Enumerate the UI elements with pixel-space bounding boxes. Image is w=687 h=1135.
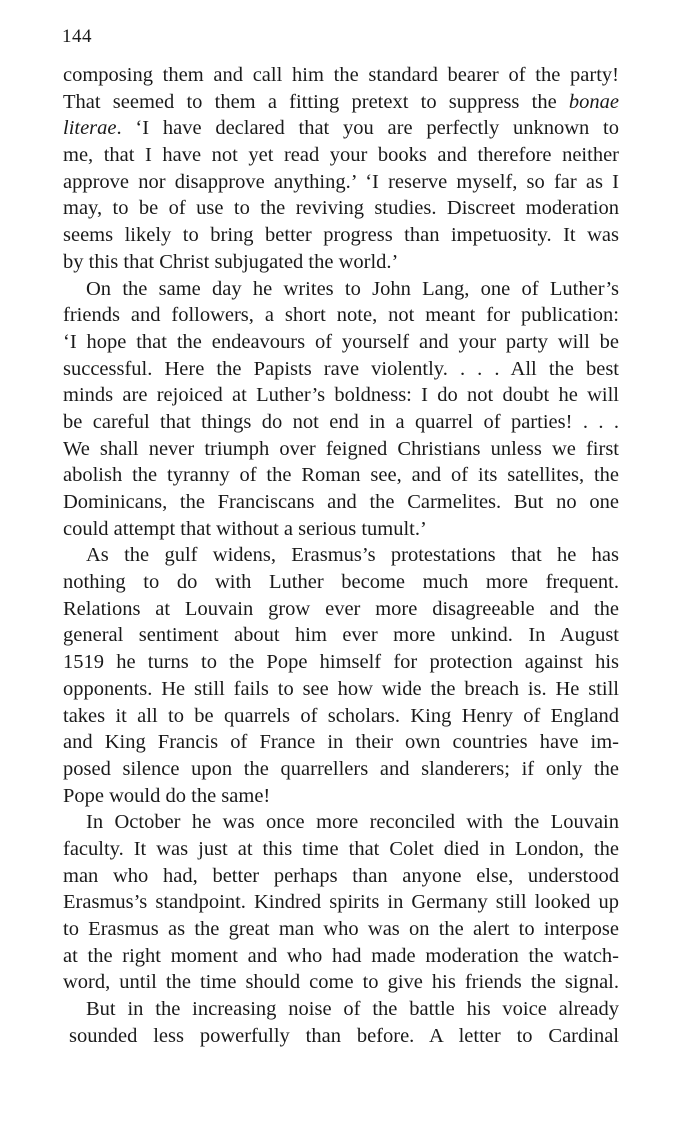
text-line: at the right moment and who had made moderation the watch- [63,944,619,967]
text-line: On the same day he writes to John Lang, one of Luther’s [86,277,619,300]
text-line: friends and followers, a short note, not meant for publication: [63,304,619,327]
text-line: That seemed to them a fitting pretext to suppress the bonae [63,90,619,113]
text-line: opponents. He still fails to see how wide the breach is. He still [63,677,619,700]
text-line: posed silence upon the quarrellers and slanderers; if only the [63,757,619,780]
text-line: composing them and call him the standard bearer of the party! [63,64,619,86]
text-line: minds are rejoiced at Luther’s boldness: I do not doubt he will [63,384,619,407]
text-line: successful. Here the Papists rave violently. . . . All the best [63,357,619,380]
text-line: could attempt that without a serious tumult.’ [63,517,427,540]
text-line: faculty. It was just at this time that Colet died in London, the [63,837,619,860]
text-line: abolish the tyranny of the Roman see, and of its satellites, the [63,464,619,487]
text-line: to Erasmus as the great man who was on the alert to interpose [63,918,619,940]
text-line: As the gulf widens, Erasmus’s protestations that he has [86,544,619,567]
text-line: nothing to do with Luther become much more frequent. [63,571,619,594]
body-text [63,62,619,1049]
text-line: But in the increasing noise of the battle his voice already [86,998,619,1021]
text-line: 1519 he turns to the Pope himself for protection against his [63,651,619,674]
text-line: be careful that things do not end in a quarrel of parties! . . . [63,410,619,433]
text-line: Erasmus’s standpoint. Kindred spirits in Germany still looked up [63,891,619,914]
text-line: In October he was once more reconciled with the Louvain [86,811,619,834]
page-number: 144 [62,26,92,47]
text-line: literae. ‘I have declared that you are perfectly unknown to [63,117,619,140]
text-line: approve nor disapprove anything.’ ‘I reserve myself, so far as I [63,170,619,193]
text-line: Dominicans, the Franciscans and the Carmelites. But no one [63,491,619,513]
text-line: takes it all to be quarrels of scholars. King Henry of England [63,704,619,727]
text-line: general sentiment about him ever more unkind. In August [63,624,619,647]
text-line: We shall never triumph over feigned Christians unless we first [63,437,619,460]
text-line: word, until the time should come to give his friends the signal. [63,971,619,994]
text-line: me, that I have not yet read your books and therefore neither [63,144,619,167]
text-line: sounded less powerfully than before. A letter to Cardinal [69,1024,619,1047]
text-line: and King Francis of France in their own countries have im- [63,731,619,754]
text-line: Relations at Louvain grow ever more disagreeable and the [63,597,619,620]
text-line: may, to be of use to the reviving studies. Discreet moderation [63,197,619,220]
text-line: seems likely to bring better progress than impetuosity. It was [63,224,619,247]
text-line: ‘I hope that the endeavours of yourself and your party will be [63,330,619,353]
text-line: Pope would do the same! [63,784,271,807]
text-line: by this that Christ subjugated the world.’ [63,250,399,273]
text-line: man who had, better perhaps than anyone else, understood [63,864,619,887]
